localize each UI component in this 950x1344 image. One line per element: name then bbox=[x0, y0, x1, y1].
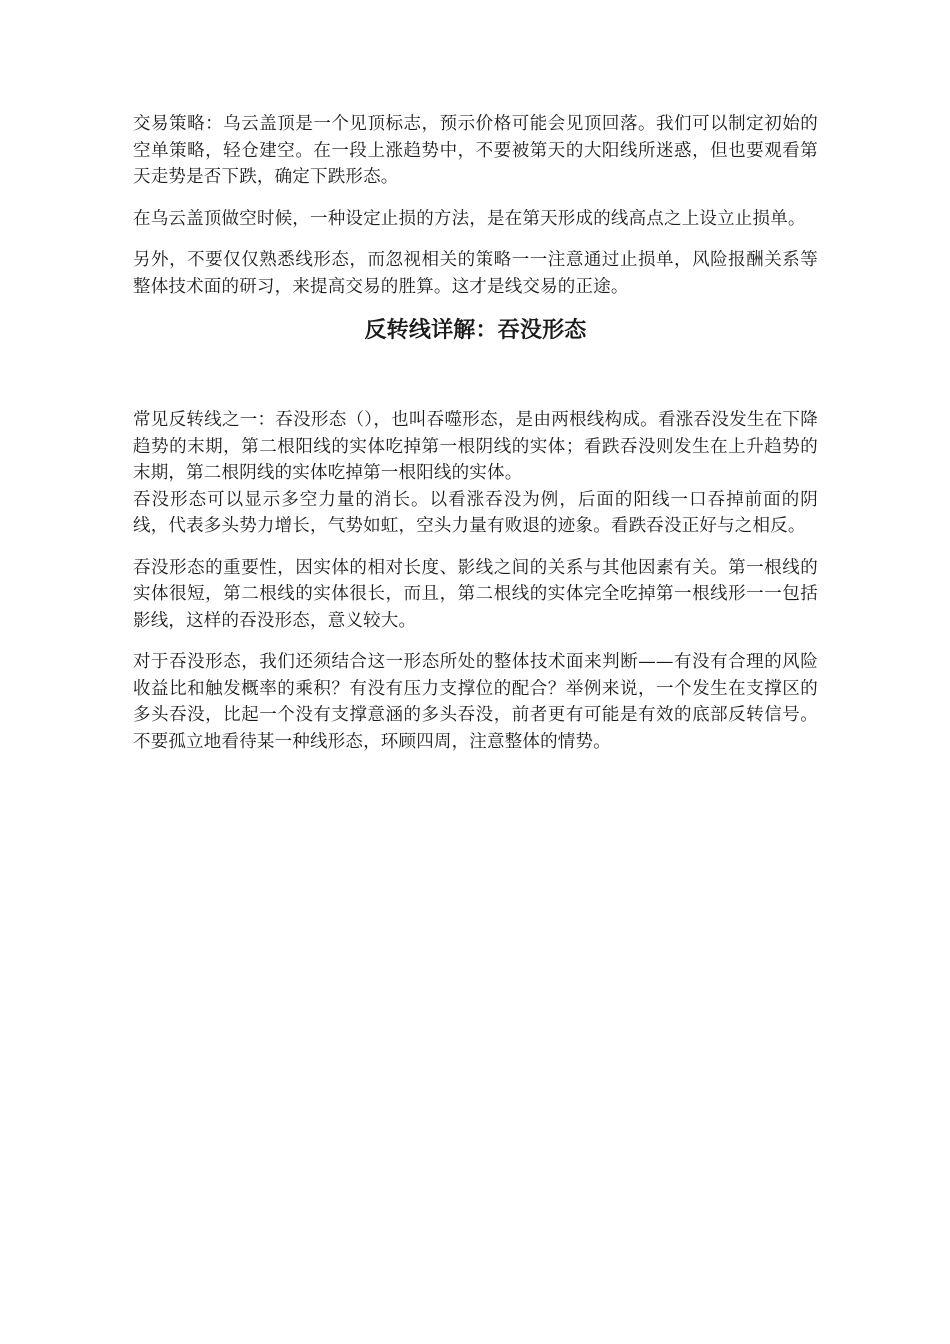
paragraph-risk-reward: 另外，不要仅仅熟悉线形态，而忽视相关的策略一一注意通过止损单，风险报酬关系等整体技术面的研习，来提高交易的胜算。这才是线交易的正途。 bbox=[133, 250, 818, 297]
paragraph-engulfing-strength: 吞没形态可以显示多空力量的消长。以看涨吞没为例，后面的阳线一口吞掉前面的阴线，代表多头势力增长，气势如虹，空头力量有败退的迹象。看跌吞没正好与之相反。 bbox=[133, 489, 818, 536]
paragraph-engulfing-importance: 吞没形态的重要性，因实体的相对长度、影线之间的关系与其他因素有关。第一根线的实体很短，第二根线的实体很长，而且，第二根线的实体完全吃掉第一根线形一一包括影线，这样的吞没形态，意义较大。 bbox=[133, 557, 818, 631]
paragraph-stop-loss: 在乌云盖顶做空时候，一种设定止损的方法，是在第天形成的线高点之上设立止损单。 bbox=[133, 208, 806, 229]
document-body bbox=[133, 111, 818, 770]
paragraph-engulfing-context: 对于吞没形态，我们还须结合这一形态所处的整体技术面来判断——有没有合理的风险收益比和触发概率的乘积？有没有压力支撑位的配合？举例来说，一个发生在支撑区的多头吞没，比起一个没有支撑意涵的多头吞没，前者更有可能是有效的底部反转信号。不要孤立地看待某一种线形态，环顾四周，注意整体的情势。 bbox=[133, 652, 818, 752]
paragraph-engulfing-intro: 常见反转线之一：吞没形态（），也叫吞噬形态，是由两根线构成。看涨吞没发生在下降趋势的末期，第二根阳线的实体吃掉第一根阴线的实体；看跌吞没则发生在上升趋势的末期，第二根阴线的实体吃掉第一根阳线的实体。 bbox=[133, 410, 818, 483]
section-heading: 反转线详解：吞没形态 bbox=[364, 317, 587, 343]
paragraph-trading-strategy: 交易策略：乌云盖顶是一个见顶标志，预示价格可能会见顶回落。我们可以制定初始的空单策略，轻仓建空。在一段上涨趋势中，不要被第天的大阳线所迷惑，但也要观看第天走势是否下跌，确定下跌形态。 bbox=[133, 114, 818, 187]
